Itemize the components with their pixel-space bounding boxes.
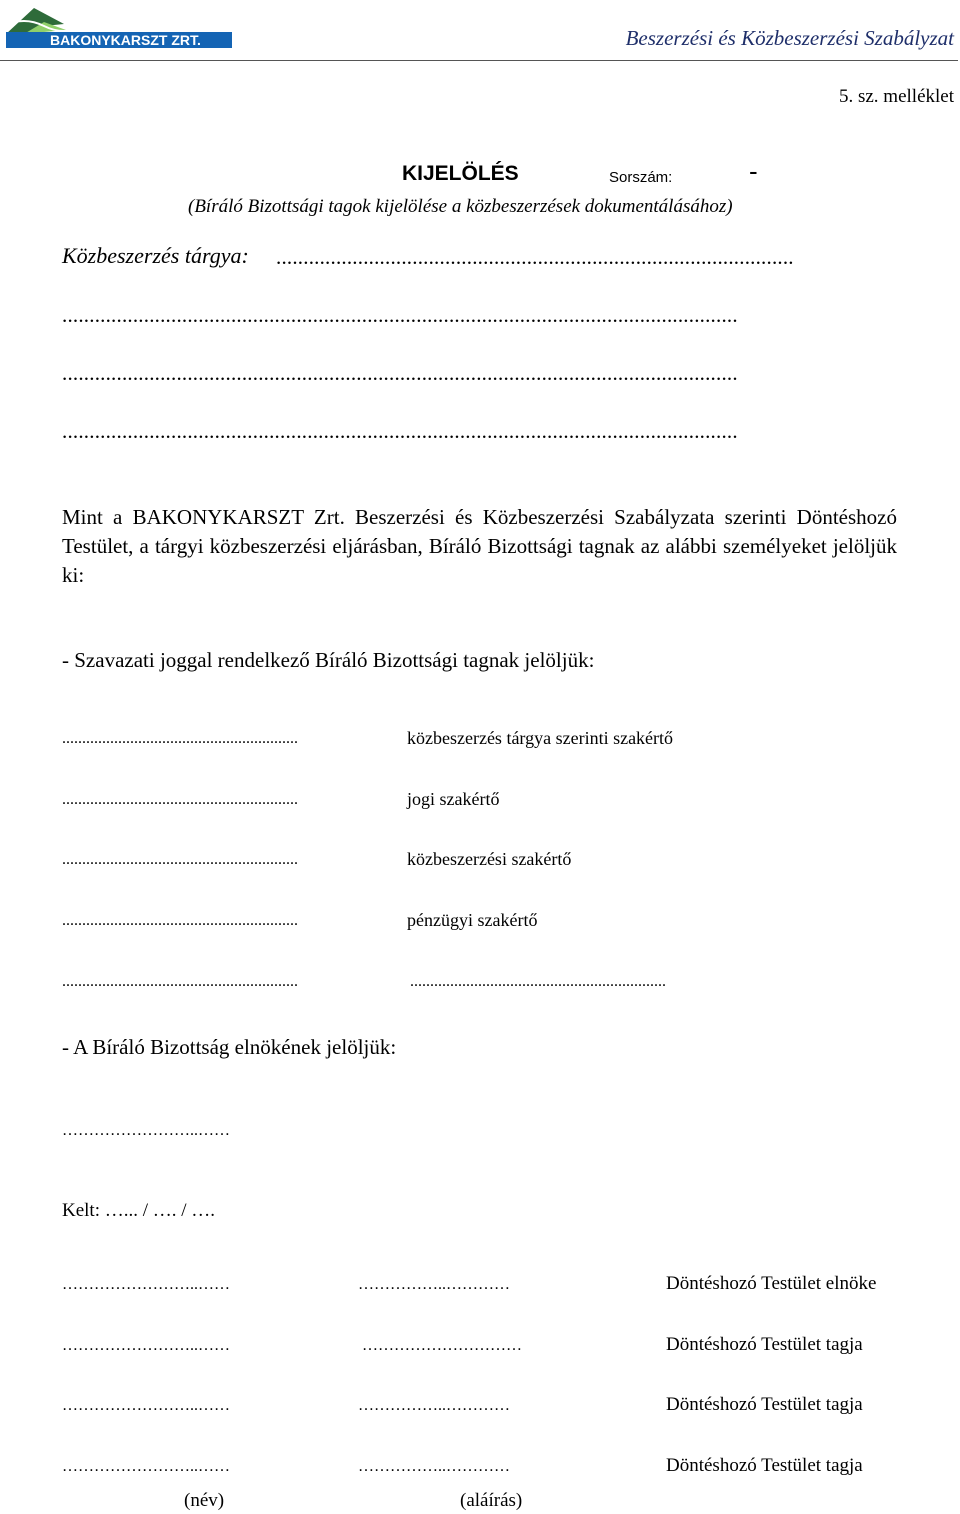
date-field[interactable]: Kelt: …... / …. / …. xyxy=(62,1200,216,1221)
signature-role-1: Döntéshozó Testület elnöke xyxy=(666,1273,877,1294)
name-column-label: (név) xyxy=(184,1490,225,1511)
subject-line-3[interactable]: ............................................................................................................................ xyxy=(62,361,738,385)
header-title: Beszerzési és Közbeszerzési Szabályzat xyxy=(625,26,954,50)
signature-column-label: (aláírás) xyxy=(460,1490,523,1511)
serial-number-value[interactable]: - xyxy=(749,156,758,186)
nominee-role-field-5[interactable]: ................................................................ xyxy=(410,973,666,990)
signature-sign-field-1[interactable]: ……………..………… xyxy=(358,1276,510,1293)
signature-sign-field-3[interactable]: ……………..………… xyxy=(358,1397,510,1414)
nominee-role-3: közbeszerzési szakértő xyxy=(407,849,572,869)
chair-name-field[interactable]: ……………………..…… xyxy=(62,1122,230,1139)
document-title: KIJELÖLÉS xyxy=(402,162,519,185)
chair-heading: - A Bíráló Bizottság elnökének jelöljük: xyxy=(62,1035,397,1059)
signature-name-field-2[interactable]: ……………………..…… xyxy=(62,1337,230,1354)
annex-label: 5. sz. melléklet xyxy=(838,86,954,107)
document-subtitle: (Bíráló Bizottsági tagok kijelölése a közbeszerzések dokumentálásához) xyxy=(188,196,733,217)
nominee-name-field-2[interactable]: ........................................................... xyxy=(62,791,298,808)
nominee-role-2: jogi szakértő xyxy=(407,789,500,809)
header-divider xyxy=(0,60,958,61)
signature-name-field-3[interactable]: ……………………..…… xyxy=(62,1397,230,1414)
serial-number-label: Sorszám: xyxy=(609,169,673,186)
company-logo xyxy=(4,4,236,50)
subject-line-1[interactable]: ............................................................................................... xyxy=(276,245,794,269)
signature-name-field-1[interactable]: ……………………..…… xyxy=(62,1276,230,1293)
signature-role-3: Döntéshozó Testület tagja xyxy=(666,1394,863,1415)
signature-sign-field-2[interactable]: ………………………… xyxy=(362,1337,522,1354)
nominee-role-1: közbeszerzés tárgya szerinti szakértő xyxy=(407,728,674,748)
nominee-name-field-4[interactable]: ........................................................... xyxy=(62,912,298,929)
voting-members-heading: - Szavazati joggal rendelkező Bíráló Bizottsági tagnak jelöljük: xyxy=(62,648,595,672)
signature-role-2: Döntéshozó Testület tagja xyxy=(666,1334,863,1355)
nominee-name-field-5[interactable]: ........................................................... xyxy=(62,973,298,990)
subject-line-2[interactable]: ............................................................................................................................ xyxy=(62,303,738,327)
nominee-name-field-3[interactable]: ........................................................... xyxy=(62,851,298,868)
subject-line-4[interactable]: ............................................................................................................................ xyxy=(62,419,738,443)
nominee-name-field-1[interactable]: ........................................................... xyxy=(62,730,298,747)
subject-label: Közbeszerzés tárgya: xyxy=(62,243,249,268)
signature-sign-field-4[interactable]: ……………..………… xyxy=(358,1458,510,1475)
intro-paragraph: Mint a BAKONYKARSZT Zrt. Beszerzési és Közbeszerzési Szabályzata szerinti Döntéshozó Testület, a tárgyi közbeszerzési eljárásban, Bíráló Bizottsági tagnak az alábbi személyeket jelöljük ki: xyxy=(62,505,897,587)
signature-name-field-4[interactable]: ……………………..…… xyxy=(62,1458,230,1475)
nominee-role-4: pénzügyi szakértő xyxy=(407,910,538,930)
logo-text: BAKONYKARSZT ZRT. xyxy=(50,32,201,48)
company-logo-mark xyxy=(4,4,236,50)
signature-role-4: Döntéshozó Testület tagja xyxy=(666,1455,863,1476)
